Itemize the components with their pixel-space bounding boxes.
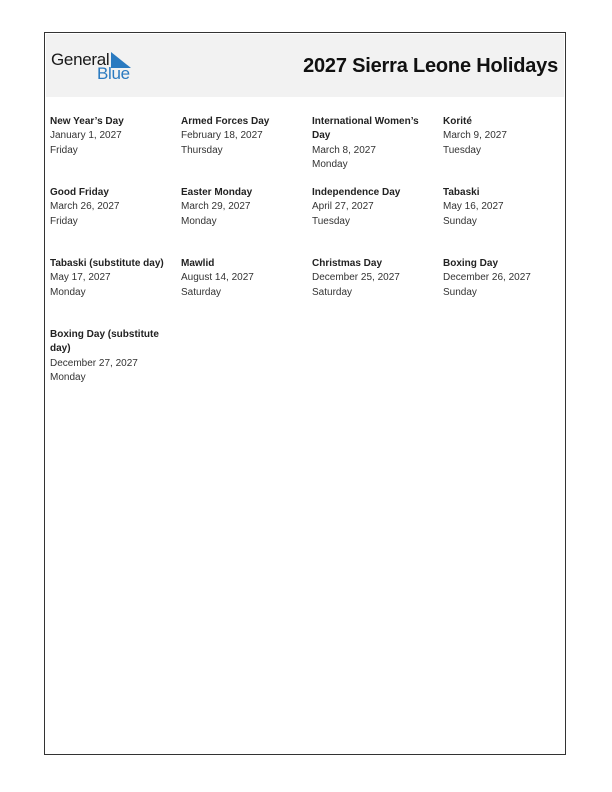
- holiday-date: March 9, 2027: [443, 130, 507, 142]
- holiday-date: May 16, 2027: [443, 201, 504, 213]
- page-title: 2027 Sierra Leone Holidays: [303, 55, 558, 77]
- holiday-date: January 1, 2027: [50, 130, 122, 142]
- logo-text-general: General: [51, 50, 110, 69]
- holiday-item: [181, 115, 312, 186]
- holiday-name: Easter Monday: [181, 187, 253, 198]
- holiday-date: March 8, 2027: [312, 144, 376, 156]
- holiday-weekday: Saturday: [312, 286, 353, 298]
- holiday-item: [50, 257, 181, 328]
- holiday-weekday: Tuesday: [312, 215, 350, 227]
- holiday-name: Tabaski: [443, 187, 480, 198]
- holiday-item: [443, 186, 570, 257]
- holiday-grid: [50, 115, 570, 399]
- logo: [51, 50, 161, 86]
- holiday-name: New Year’s Day: [50, 116, 124, 127]
- holiday-weekday: Monday: [50, 286, 86, 298]
- holiday-name: Good Friday: [50, 187, 109, 198]
- holiday-name: Korité: [443, 116, 472, 127]
- holiday-date: March 29, 2027: [181, 201, 251, 213]
- holiday-name: Armed Forces Day: [181, 116, 270, 127]
- holiday-name: Mawlid: [181, 258, 215, 269]
- holiday-date: August 14, 2027: [181, 272, 254, 284]
- header: [46, 34, 564, 97]
- holiday-item: [312, 115, 443, 186]
- holiday-weekday: Thursday: [181, 144, 223, 156]
- holiday-date: March 26, 2027: [50, 201, 120, 213]
- logo-text-blue: Blue: [97, 64, 130, 83]
- holiday-name: International Women’s Day: [312, 116, 419, 142]
- holiday-date: February 18, 2027: [181, 130, 263, 142]
- holiday-name: Christmas Day: [312, 258, 383, 269]
- holiday-weekday: Monday: [50, 371, 86, 383]
- holiday-date: December 25, 2027: [312, 272, 400, 284]
- holiday-weekday: Sunday: [443, 286, 477, 298]
- holiday-item: [50, 328, 181, 399]
- holiday-weekday: Tuesday: [443, 144, 481, 156]
- holiday-item: [312, 186, 443, 257]
- holiday-name: Independence Day: [312, 187, 401, 198]
- holiday-weekday: Sunday: [443, 215, 477, 227]
- holiday-date: December 27, 2027: [50, 357, 138, 369]
- holiday-item: [181, 186, 312, 257]
- holiday-weekday: Friday: [50, 144, 78, 156]
- holiday-date: April 27, 2027: [312, 201, 374, 213]
- holiday-weekday: Monday: [181, 215, 217, 227]
- holiday-item: [443, 115, 570, 186]
- holiday-weekday: Monday: [312, 158, 348, 170]
- holiday-item: [312, 257, 443, 328]
- holiday-item: [50, 186, 181, 257]
- page-frame: [44, 32, 566, 755]
- holiday-date: December 26, 2027: [443, 272, 531, 284]
- holiday-date: May 17, 2027: [50, 272, 111, 284]
- holiday-name: Tabaski (substitute day): [50, 258, 164, 269]
- holiday-item: [181, 257, 312, 328]
- holiday-name: Boxing Day: [443, 258, 499, 269]
- holiday-weekday: Saturday: [181, 286, 222, 298]
- holiday-name: Boxing Day (substitute day): [50, 329, 159, 355]
- holiday-item: [50, 115, 181, 186]
- holiday-weekday: Friday: [50, 215, 78, 227]
- holiday-item: [443, 257, 570, 328]
